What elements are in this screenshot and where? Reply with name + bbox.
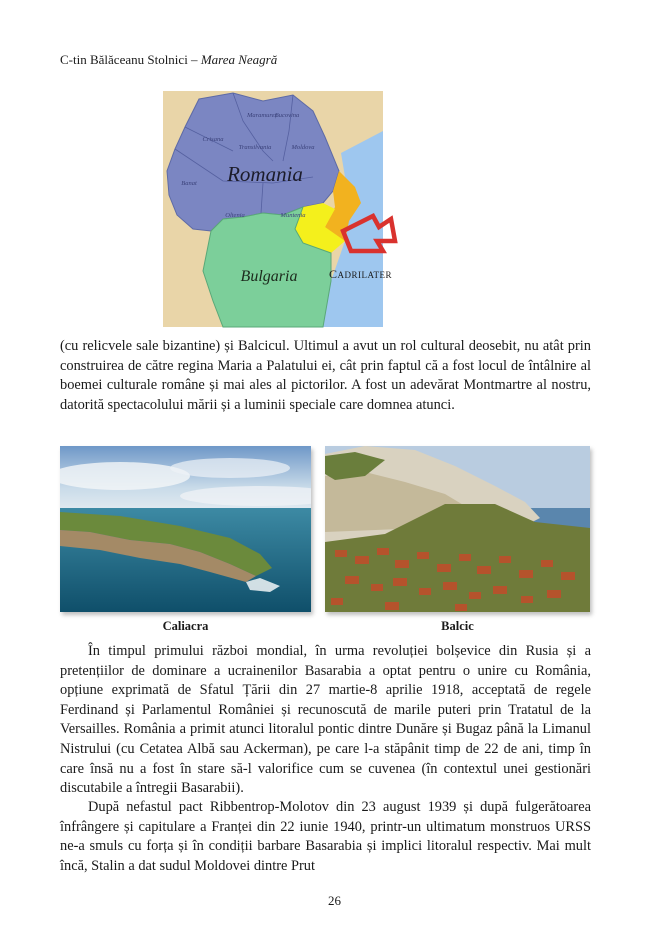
- map-figure: [163, 91, 393, 327]
- map-label-maramures: Maramureș: [246, 112, 278, 119]
- page-number: 26: [328, 893, 341, 908]
- map-label-cadrilater: CADRILATER: [329, 267, 393, 281]
- map-svg: [163, 91, 393, 327]
- map-label-muntenia: Muntenia: [280, 212, 306, 219]
- balcic-image: [325, 446, 590, 612]
- paragraph-ribbentrop: După nefastul pact Ribbentrop-Molotov din 23 august 1939 și după fulgerătoarea înfrângere și capitulare a Franței din 22 iunie 1940, printr-un ultimatum monstruos URSS ne-a smuls cu forța și în condiții barbare Basarabia și implici litoralul respectiv. Mai mult încă, Stalin a dat sudul Moldovei dintre Prut: [60, 799, 591, 874]
- map-label-crisana: Crișana: [202, 136, 224, 143]
- map-label-romania: Romania: [227, 162, 303, 186]
- photo-caliacra: [60, 446, 311, 612]
- map-label-oltenia: Oltenia: [225, 212, 245, 219]
- caption-balcic: Balcic: [441, 619, 474, 633]
- map-label-moldova: Moldova: [291, 144, 315, 151]
- map-label-banat: Banat: [181, 180, 197, 187]
- paragraph-basarabia: În timpul primului război mondial, în urma revoluției bolșevice din Rusia și a pretențiilor de dominare a ucrainenilor Basarabia a optat pentru o unire cu România, opțiune exprimată de Sfatul Țării din 27 martie-8 aprilie 1918, acceptată de regele Ferdinand și Parlamentul României și recunoscută de marile puteri prin Tratatul de la Versailles. România a primit atunci litoralul pontic dintre Dunăre și Bugaz până la Limanul Nistrului (cu Cetatea Albă sau Ackerman), pe care l-a stăpânit timp de 22 de ani, timp în care însă nu a fost în stare să-l valorifice cum se cuvenea (în contextul unei gestionări discutabile a întregii Basarabii).: [60, 643, 591, 797]
- running-header: [60, 52, 277, 68]
- map-label-transilvania: Transilvania: [238, 144, 272, 151]
- photo-balcic: [325, 446, 590, 612]
- header-title: Marea Neagră: [200, 52, 278, 67]
- map-label-bulgaria: Bulgaria: [240, 268, 298, 285]
- paragraph-balcic: (cu relicvele sale bizantine) și Balcicul. Ultimul a avut un rol cultural deosebit, nu atât prin construirea de către regina Maria a Palatului ei, cât prin faptul că a fost locul de întâlnire al boemei culturale române și mai ales al pictorilor. A fost un adevărat Montmartre al nostru, datorită spectacolului mării și a luminii speciale care domnea atunci.: [60, 338, 591, 413]
- caliacra-image: [60, 446, 311, 612]
- map-label-bucovina: Bucovina: [274, 112, 300, 119]
- header-author: C-tin Bălăceanu Stolnici –: [60, 52, 201, 67]
- caption-caliacra: Caliacra: [162, 619, 209, 633]
